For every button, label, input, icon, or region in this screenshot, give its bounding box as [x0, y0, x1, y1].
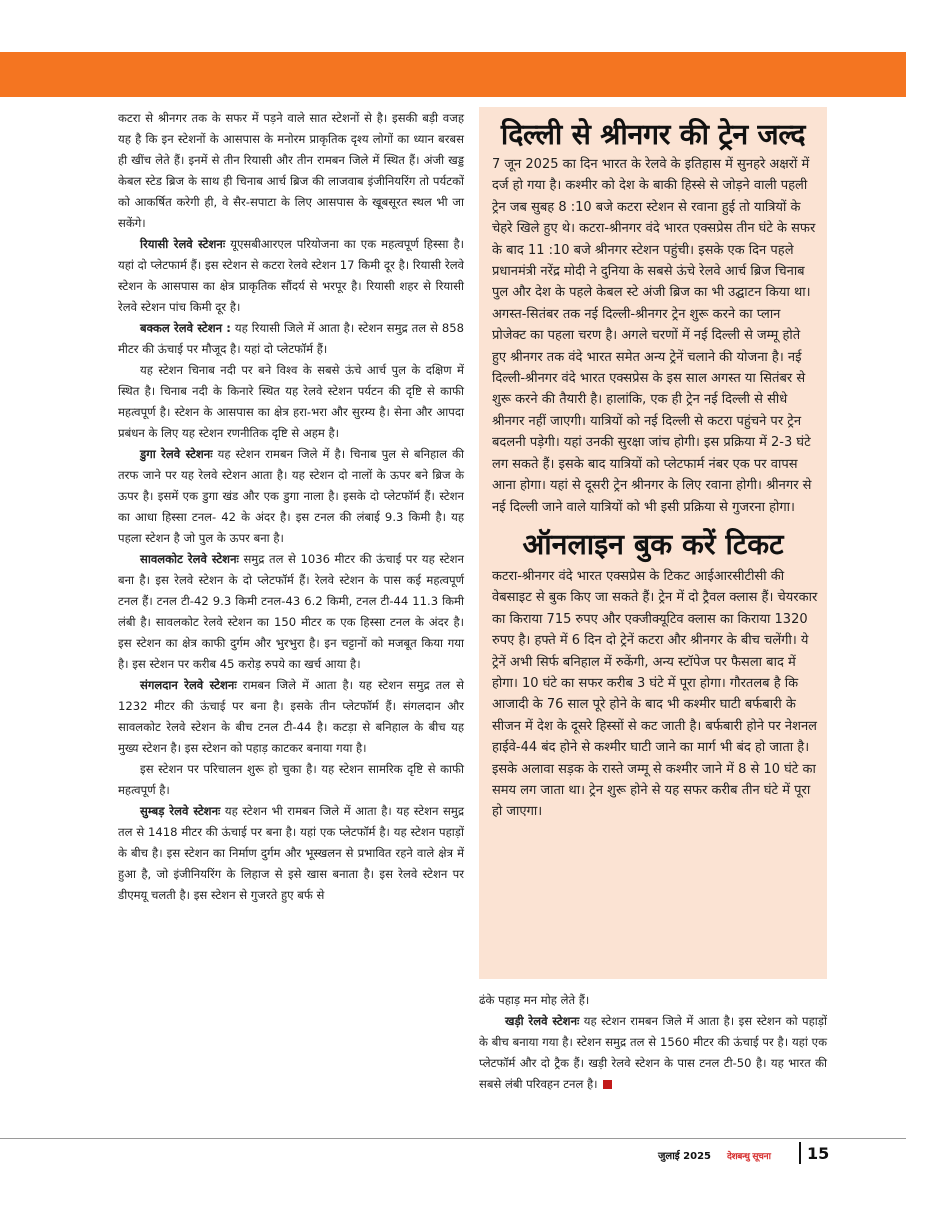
- sumbad-paragraph: [118, 801, 464, 906]
- reasi-label: रियासी रेलवे स्टेशनः: [140, 237, 226, 251]
- khari-paragraph: [479, 1011, 827, 1095]
- reasi-text: यूएसबीआरएल परियोजना का एक महत्वपूर्ण हिस्सा है। यहां दो प्लेटफार्म हैं। इस स्टेशन से कटरा रेलवे स्टेशन 17 किमी दूर है। रियासी रेलवे स्टेशन के आसपास का क्षेत्र प्राकृतिक सौंदर्य से भरपूर है। रियासी शहर से रियासी रेलवे स्टेशन पांच किमी दूर है।: [118, 237, 465, 314]
- khari-label: खड़ी रेलवे स्टेशनः: [505, 1014, 580, 1028]
- box-title-delhi-srinagar: दिल्ली से श्रीनगर की ट्रेन जल्द: [500, 118, 806, 151]
- bakkal-paragraph: [118, 318, 464, 360]
- sidebar-box: [479, 107, 827, 979]
- footer-separator: [799, 1142, 801, 1164]
- bakkal-label: बक्कल रेलवे स्टेशन :: [140, 321, 231, 335]
- sawalkot-text: समुद्र तल से 1036 मीटर की ऊंचाई पर यह स्टेशन बना है। इस रेलवे स्टेशन के दो प्लेटफॉर्म हैं। रेलवे स्टेशन के पास कई महत्वपूर्ण टनल हैं। टनल टी-42 9.3 किमी टनल-43 6.2 किमी, टनल टी-44 11.3 किमी लंबी है। सावलकोट रेलवे स्टेशन का 150 मीटर क एक हिस्सा टनल के अंदर है। इस स्टेशन का क्षेत्र काफी दुर्गम और भुरभुरा है। इन चट्टानों को मजबूत किया गया है। इस स्टेशन पर करीब 45 करोड़ रुपये का खर्च आया है।: [118, 552, 464, 671]
- sangaldan-text: रामबन जिले में आता है। यह स्टेशन समुद्र तल से 1232 मीटर की ऊंचाई पर बना है। इसके तीन प्लेटफॉर्म हैं। संगलदान और सावलकोट रेलवे स्टेशन के बीच टनल टी-44 है। कटड़ा से बनिहाल के बीच यह मुख्य स्टेशन है। इस स्टेशन को पहाड़ काटकर बनाया गया है।: [118, 678, 464, 755]
- operation-paragraph: इस स्टेशन पर परिचालन शुरू हो चुका है। यह स्टेशन सामरिक दृष्टि से काफी महत्वपूर्ण है।: [118, 762, 464, 797]
- right-column: [479, 990, 827, 1095]
- reasi-paragraph: [118, 234, 464, 318]
- chenab-paragraph: यह स्टेशन चिनाब नदी पर बने विश्व के सबसे ऊंचे आर्च पुल के दक्षिण में स्थित है। चिनाब नदी के किनारे स्थित यह रेलवे स्टेशन पर्यटन की दृष्टि से काफी महत्वपूर्ण है। स्टेशन के आसपास का क्षेत्र हरा-भरा और सुरम्य है। सेना और आपदा प्रबंधन के लिए यह स्टेशन रणनीतिक दृष्टि से अहम है।: [118, 363, 464, 440]
- sangaldan-paragraph: [118, 675, 464, 759]
- sumbad-label: सुम्बड़ रेलवे स्टेशनः: [140, 804, 221, 818]
- khari-text: यह स्टेशन रामबन जिले में आता है। इस स्टेशन को पहाड़ों के बीच बनाया गया है। स्टेशन समुद्र तल से 1560 मीटर की ऊंचाई पर है। यहां एक प्लेटफॉर्म और दो ट्रैक हैं। खड़ी रेलवे स्टेशन के पास टनल टी-50 है। यह भारत की सबसे लंबी परिवहन टनल है।: [479, 1014, 827, 1091]
- duga-text: यह स्टेशन रामबन जिले में है। चिनाब पुल से बनिहाल की तरफ जाने पर यह रेलवे स्टेशन आता है। यह स्टेशन दो नालों के ऊपर बने ब्रिज के ऊपर है। इसमें एक डुगा खंड और एक डुगा नाला है। इसके दो प्लेटफॉर्म हैं। स्टेशन का आधा हिस्सा टनल- 42 के अंदर है। इस टनल की लंबाई 9.3 किमी है। यह पहला स्टेशन है जो पुल के ऊपर बना है।: [118, 447, 464, 545]
- duga-paragraph: [118, 444, 464, 549]
- duga-label: डुगा रेलवे स्टेशनः: [140, 447, 213, 461]
- footer-logo: देशबन्धु सूचना: [727, 1152, 771, 1162]
- continuation-paragraph: ढंके पहाड़ मन मोह लेते हैं।: [479, 993, 590, 1007]
- header-band: [0, 52, 906, 97]
- sawalkot-label: सावलकोट रेलवे स्टेशनः: [140, 552, 239, 566]
- sumbad-text: यह स्टेशन भी रामबन जिले में आता है। यह स्टेशन समुद्र तल से 1418 मीटर की ऊंचाई पर बना है। यहां एक प्लेटफॉर्म है। यह स्टेशन पहाड़ों के बीच है। इस स्टेशन का निर्माण दुर्गम और भूस्खलन से प्रभावित रहने वाले क्षेत्र में हुआ है, जो इंजीनियरिंग के लिहाज से इसे खास बनाता है। इस रेलवे स्टेशन पर डीएमयू चलती है। इस स्टेशन से गुजरते हुए बर्फ से: [118, 804, 464, 902]
- intro-paragraph: कटरा से श्रीनगर तक के सफर में पड़ने वाले सात स्टेशनों से है। इसकी बड़ी वजह यह है कि इन स्टेशनों के आसपास के मनोरम प्राकृतिक दृश्य लोगों का ध्यान बरबस ही खींच लेते हैं। इनमें से तीन रियासी और तीन रामबन जिले में स्थित हैं। अंजी खड्ड केबल स्टेड ब्रिज के साथ ही चिनाब आर्च ब्रिज की लाजवाब इंजीनियरिंग तो पर्यटकों को आकर्षित करेगी ही, वे सैर-सपाटा के लिए आसपास के खूबसूरत स्थल भी जा सकेंगे।: [118, 111, 464, 230]
- box-paragraph-3: कटरा-श्रीनगर वंदे भारत एक्सप्रेस के टिकट आईआरसीटीसी की वेबसाइट से बुक किए जा सकते हैं। ट्रेन में दो ट्रैवल क्लास हैं। चेयरकार का किराया 715 रुपए और एक्जीक्यूटिव क्लास का किराया 1320 रुपए है। हफ्ते में 6 दिन दो ट्रेनें कटरा और श्रीनगर के बीच चलेंगी। ये ट्रेनें अभी सिर्फ बनिहाल में रुकेंगी, अन्य स्टॉपेज पर फैसला बाद में होगा। 10 घंटे का सफर करीब 3 घंटे में पूरा होगा। गौरतलब है कि आजादी के 76 साल पूरे होने के बाद भी कश्मीर घाटी बर्फबारी के सीजन में देश के दूसरे हिस्सों से कट जाती है। बर्फबारी होने पर नेशनल हाईवे-44 बंद होने से कश्मीर घाटी जाने का मार्ग भी बंद हो जाता है। इसके अलावा सड़क के रास्ते जम्मू से कश्मीर जाने में 8 से 10 घंटे का समय लग जाता था। ट्रेन शुरू होने से यह सफर करीब तीन घंटे में पूरा हो जाएगा।: [492, 568, 818, 820]
- end-mark-icon: [603, 1080, 612, 1089]
- box-paragraph-1: 7 जून 2025 का दिन भारत के रेलवे के इतिहास में सुनहरे अक्षरों में दर्ज हो गया है। कश्मीर को देश के बाकी हिस्से से जोड़ने वाली पहली ट्रेन जब सुबह 8 :10 बजे कटरा स्टेशन से रवाना हुई तो यात्रियों के चेहरे खिले हुए थे। कटरा-श्रीनगर वंदे भारत एक्सप्रेस तीन घंटे के सफर के बाद 11 :10 बजे श्रीनगर स्टेशन पहुंची। इसके एक दिन पहले प्रधानमंत्री नरेंद्र मोदी ने दुनिया के सबसे ऊंचे रेलवे आर्च ब्रिज चिनाब पुल और देश के पहले केबल स्टे अंजी ब्रिज का भी उद्घाटन किया था।: [492, 157, 816, 301]
- sangaldan-label: संगलदान रेलवे स्टेशनः: [140, 678, 237, 692]
- footer-date: जुलाई 2025: [658, 1151, 712, 1162]
- box-title-online-booking: ऑनलाइन बुक करें टिकट: [522, 527, 784, 561]
- sawalkot-paragraph: [118, 549, 464, 675]
- page-number: 15: [807, 1144, 830, 1163]
- box-paragraph-2: अगस्त-सितंबर तक नई दिल्ली-श्रीनगर ट्रेन शुरू करने का प्लान प्रोजेक्ट का पहला चरण है। अगले चरणों में नई दिल्ली से जम्मू होते हुए श्रीनगर तक वंदे भारत समेत अन्य ट्रेनें चलाने की योजना है। नई दिल्ली-श्रीनगर वंदे भारत एक्सप्रेस के इस साल अगस्त या सितंबर से शुरू करने की तैयारी है। हालांकि, एक ही ट्रेन नई दिल्ली से सीधे श्रीनगर नहीं जाएगी। यात्रियों को नई दिल्ली से कटरा पहुंचने पर ट्रेन बदलनी पड़ेगी। यहां उनकी सुरक्षा जांच होगी। इस प्रक्रिया में 2-3 घंटे लग सकते हैं। इसके बाद यात्रियों को प्लेटफार्म नंबर एक पर वापस आना होगा। यहां से दूसरी ट्रेन श्रीनगर के लिए रवाना होगी। श्रीनगर से नई दिल्ली जाने वाले यात्रियों को भी इसी प्रक्रिया से गुजरना होगा।: [492, 306, 812, 515]
- left-column: [118, 108, 464, 906]
- bakkal-text: यह रियासी जिले में आता है। स्टेशन समुद्र तल से 858 मीटर की ऊंचाई पर मौजूद है। यहां दो प्लेटफॉर्म हैं।: [118, 321, 464, 356]
- footer-rule: [0, 1138, 906, 1139]
